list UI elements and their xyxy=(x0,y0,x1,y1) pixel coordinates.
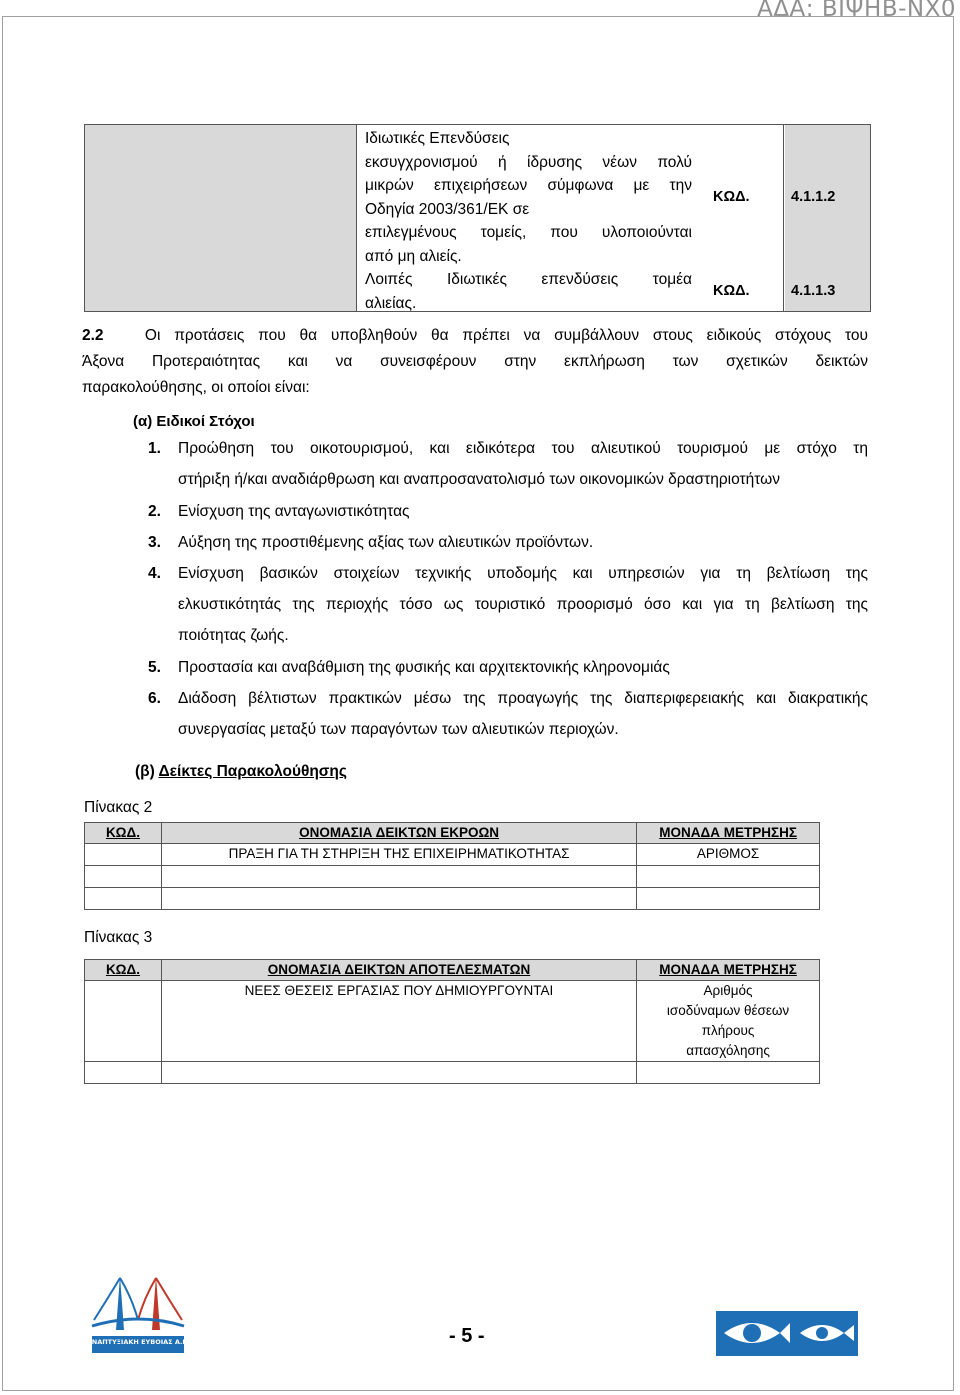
objective-text-line: Προστασία και αναβάθμιση της φυσικής και αρχιτεκτονικής κληρονομιάς xyxy=(178,659,670,676)
objective-text-line: στήριξη ή/και αναδιάρθρωση και αναπροσανατολισμό των οικονομικών δραστηριοτήτων xyxy=(178,471,780,488)
objective-number: 3. xyxy=(148,534,161,551)
objective-text-line: Προώθηση του οικοτουρισμού, και ειδικότερα του αλιευτικού τουρισμού με στόχο τη xyxy=(178,440,868,457)
table-2-title: Πίνακας 2 xyxy=(84,799,153,816)
bridge-logo-icon xyxy=(90,1268,186,1356)
table-cell: ΠΡΑΞΗ ΓΙΑ ΤΗ ΣΤΗΡΙΞΗ ΤΗΣ ΕΠΙΧΕΙΡΗΜΑΤΙΚΟΤΗΤΑΣ xyxy=(161,844,636,866)
objective-number: 5. xyxy=(148,659,161,676)
objective-text-line: Ενίσχυση βασικών στοιχείων τεχνικής υποδομής και υπηρεσιών για τη βελτίωση της xyxy=(178,565,868,582)
page-number: - 5 - xyxy=(449,1325,485,1347)
investment-item-new-businesses xyxy=(365,127,692,268)
investment-item-fisheries xyxy=(365,268,692,315)
objective-item-4 xyxy=(148,558,868,651)
objective-text-line: Αύξηση της προστιθέμενης αξίας των αλιευτικών προϊόντων. xyxy=(178,534,594,551)
ada-code: ΑΔΑ: ΒΙΨΗΒ-ΝΧ0 xyxy=(757,0,956,22)
code-value: 4.1.1.3 xyxy=(791,283,836,299)
heading-prefix: (β) xyxy=(135,763,159,780)
objective-item-6 xyxy=(148,683,868,745)
table-cell xyxy=(161,1062,636,1084)
table-cell xyxy=(637,866,820,888)
text-line: μικρών επιχειρήσεων σύμφωνα με την xyxy=(365,177,692,194)
table-cell xyxy=(85,866,162,888)
column-header-unit: ΜΟΝΑΔΑ ΜΕΤΡΗΣΗΣ xyxy=(637,823,820,844)
objective-text-line: Διάδοση βέλτιστων πρακτικών μέσω της προαγωγής της διαπεριφερειακής και διακρατικής xyxy=(178,690,868,707)
result-indicators-table xyxy=(84,959,820,1084)
text-line: επιλεγμένους τομείς, που υλοποιούνται xyxy=(365,224,692,241)
code-label: ΚΩΔ. xyxy=(713,283,750,299)
column-header-name: ΟΝΟΜΑΣΙΑ ΔΕΙΚΤΩΝ ΕΚΡΟΩΝ xyxy=(161,823,636,844)
table-cell: ΑΡΙΘΜΟΣ xyxy=(637,844,820,866)
table-row xyxy=(85,844,820,866)
heading-underlined-text: Δείκτες Παρακολούθησης xyxy=(158,763,347,780)
text-line: από μη αλιείς. xyxy=(365,247,462,265)
logo-left-text: ΑΝΑΠΤΥΞΙΑΚΗ ΕΥΒΟΙΑΣ Α.Ε. xyxy=(90,1338,186,1346)
column-header-name: ΟΝΟΜΑΣΙΑ ΔΕΙΚΤΩΝ ΑΠΟΤΕΛΕΣΜΑΤΩΝ xyxy=(161,960,636,981)
table-cell xyxy=(85,888,162,910)
fish-eye-logo-icon xyxy=(716,1311,858,1356)
table-row xyxy=(85,888,820,910)
text-line: Ιδιωτικές Επενδύσεις xyxy=(365,130,510,147)
objective-text-line: ελκυστικότητάς της περιοχής τόσο ως τουριστικό προορισμό όσο και για τη βελτίωση της xyxy=(178,596,868,613)
table-row xyxy=(85,866,820,888)
text-line: Οι προτάσεις που θα υποβληθούν θα πρέπει να συμβάλλουν στους ειδικούς στόχους του xyxy=(144,327,868,344)
column-header-code: ΚΩΔ. xyxy=(85,960,162,981)
table-row xyxy=(85,1062,820,1084)
objective-text-line: ποιότητας ζωής. xyxy=(178,627,289,644)
code-label: ΚΩΔ. xyxy=(713,189,750,205)
table-row xyxy=(85,981,820,1062)
bridge-logo-graphic xyxy=(90,1268,186,1356)
section-2-2-line-3: παρακολούθησης, οι οποίοι είναι: xyxy=(82,379,310,396)
table-cell xyxy=(637,888,820,910)
text-line: εκσυγχρονισμού ή ίδρυσης νέων πολύ xyxy=(365,153,692,171)
objective-number: 1. xyxy=(148,440,161,457)
output-indicators-table xyxy=(84,822,820,910)
objective-number: 2. xyxy=(148,503,161,520)
table-cell xyxy=(161,866,636,888)
column-header-code: ΚΩΔ. xyxy=(85,823,162,844)
section-2-2-line-2: Άξονα Προτεραιότητας και να συνεισφέρουν στην εκπλήρωση των σχετικών δεικτών xyxy=(82,353,868,370)
table-gray-cell-left xyxy=(85,125,357,311)
table-cell: Αριθμός ισοδύναμων θέσεων πλήρους απασχόλησης xyxy=(637,981,820,1062)
investment-table xyxy=(84,124,871,312)
specific-objectives-heading: (α) Ειδικοί Στόχοι xyxy=(133,413,255,430)
table-cell: ΝΕΕΣ ΘΕΣΕΙΣ ΕΡΓΑΣΙΑΣ ΠΟΥ ΔΗΜΙΟΥΡΓΟΥΝΤΑΙ xyxy=(161,981,636,1062)
table-cell xyxy=(85,981,162,1062)
text-line: Λοιπές Ιδιωτικές επενδύσεις τομέα xyxy=(365,271,692,288)
table-cell xyxy=(85,1062,162,1084)
objective-number: 4. xyxy=(148,565,161,582)
section-2-2-line-1 xyxy=(82,323,868,349)
table-cell xyxy=(637,1062,820,1084)
monitoring-indicators-heading xyxy=(135,763,347,781)
table-cell xyxy=(85,844,162,866)
table-3-title: Πίνακας 3 xyxy=(84,929,153,946)
section-2-2-paragraph xyxy=(82,323,868,401)
objective-text-line: Ενίσχυση της ανταγωνιστικότητας xyxy=(178,503,410,520)
text-line: αλιείας. xyxy=(365,294,417,312)
table-cell xyxy=(161,888,636,910)
objective-text-line: συνεργασίας μεταξύ των παραγόντων των αλιευτικών περιοχών. xyxy=(178,721,619,738)
objective-item-2 xyxy=(148,496,868,527)
fish-eye-logo-graphic xyxy=(716,1311,858,1356)
table-header-row xyxy=(85,960,820,981)
objective-item-1 xyxy=(148,433,868,495)
objective-item-5 xyxy=(148,652,868,683)
column-header-unit: ΜΟΝΑΔΑ ΜΕΤΡΗΣΗΣ xyxy=(637,960,820,981)
objective-item-3 xyxy=(148,527,868,558)
objective-number: 6. xyxy=(148,690,161,707)
section-number: 2.2 xyxy=(82,327,104,344)
text-line: Οδηγία 2003/361/ΕΚ σε xyxy=(365,200,530,218)
table-header-row xyxy=(85,823,820,844)
code-value: 4.1.1.2 xyxy=(791,189,836,205)
